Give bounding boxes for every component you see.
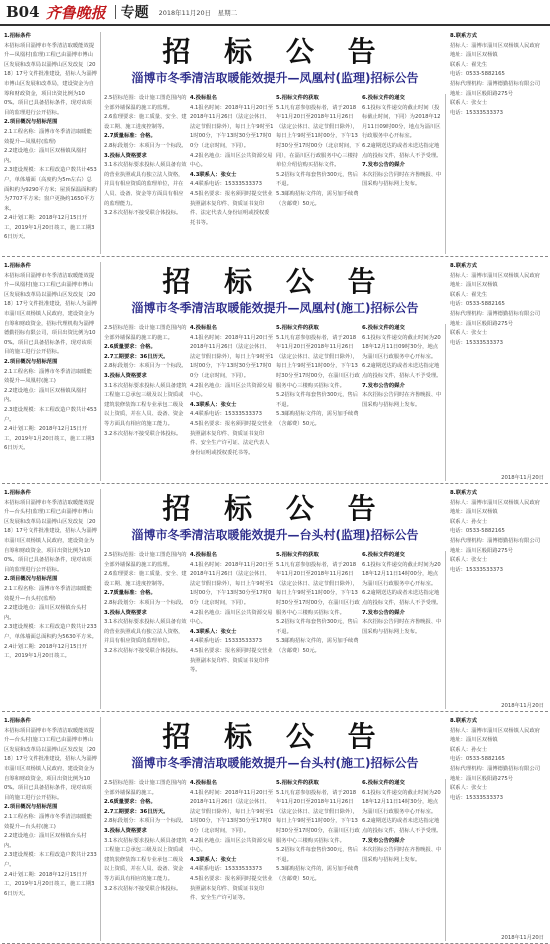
notice-paragraph: 招标人：淄博市淄川区双杨镇人民政府 xyxy=(450,727,541,734)
notice-paragraph: 招标代理机构：淄博德勤招标有限公司 xyxy=(450,80,541,87)
notice-paragraph: 本招标项目淄博市冬季清洁取暖能效提升—台头村(监理)工程已由淄博市博山区发展和改革局以淄博山区发改复〔2018〕17号文件批准建设，招标人为淄博市淄川区双杨镇人民政府，建设资金为自筹和财政资金，项目出资比例为100%。项目已具备招标条件，现对该项目的监理进行公开招标。 xyxy=(4,499,97,573)
notice-paragraph: 6.1投标文件递交的截止时间（投标截止时间，下同）为2018年12月11日09时00分，地点为淄川区行政服务中心开标室。 xyxy=(362,104,441,140)
notice-paragraph: 4.投标报名 xyxy=(190,325,217,331)
notice-column xyxy=(104,779,188,941)
notice-header xyxy=(104,493,446,547)
notice-paragraph: 4.3联系人：张女士 xyxy=(190,171,237,178)
notice-paragraph: 2.3建设规模：本工程改造户数共计233户。 xyxy=(4,852,97,868)
notice-paragraph: 8.联系方式 xyxy=(450,263,477,269)
notice-paragraph: 联系人：翟先生 xyxy=(450,61,488,68)
notice-paragraph: 2.4计划工期：2018年12月15日开工，2019年1月20日竣工，施工工期36日历天。 xyxy=(4,426,95,452)
notice-paragraph: 2.2建设地点：淄川区双杨镇台头村内。 xyxy=(4,605,87,621)
notice-paragraph: 5.3邮购招标文件的，需另加手续费（含邮费）50元。 xyxy=(276,638,359,654)
notice-paragraph: 联系人：张女士 xyxy=(450,557,488,564)
notice-column xyxy=(276,779,360,941)
notice-paragraph: 5.1凡有意参加投标者，请于2018年11月20日至2018年11月26日（法定公休日、法定节假日除外），每日上午9时至11时00分，下午13时30分至17时00分，在淄川区行政服务中心三楼购买招标文件。 xyxy=(276,561,360,616)
notice-paragraph: 本招标项目淄博市冬季清洁取暖能效提升—台头村(施工)工程已由淄博市博山区发展和改革局以淄博山区发改复〔2018〕17号文件批准建设，招标人为淄博市淄川区双杨镇人民政府，建设资金为自筹和财政资金，项目出资比例为100%。项目已具备招标条件，现对该项目的施工进行公开招标。 xyxy=(4,727,97,801)
notice-column xyxy=(362,551,446,709)
notice-paragraph: 7.发布公告的媒介 xyxy=(362,382,405,389)
notice-paragraph: 6.1投标文件递交的截止时间为2018年12月11日14时30分，地点为淄川区行政服务中心开标室。 xyxy=(362,789,441,815)
notice-paragraph: 3.2本次招标不接受联合体投标。 xyxy=(104,430,182,437)
notice-paragraph: 2.5招标范围：设计施工图范围内的全部外墙保温的施工的施工。 xyxy=(104,325,187,341)
notice-title: 招 标 公 告 xyxy=(162,492,388,525)
notice-paragraph: 3.投标人资格要求 xyxy=(104,152,147,159)
notice-paragraph: 6.1投标文件递交的截止时间为2018年12月11日09时30分，地点为淄川区行政服务中心开标室。 xyxy=(362,334,441,360)
notice-paragraph: 2.3建设规模：本工程改造户数共计453户，单体墙面（高度约为5m左右）总面积约为9290平方米；屋顶保温面积约为7707平方米；窗户更换约1650平方米。 xyxy=(4,167,97,212)
issue-date: 2018年11月20日 星期二 xyxy=(158,8,238,17)
notice-paragraph: 联系人：张女士 xyxy=(450,330,488,337)
notice-title: 招 标 公 告 xyxy=(162,35,388,68)
notice-paragraph: 2.6监理要求：施工质量、安全、建设工期、施工进度控制等。 xyxy=(104,114,187,130)
notice-paragraph: 2.项目概况与招标范围 xyxy=(4,119,58,126)
notice-paragraph: 2.4计划工期：2018年12月15日开工，2019年1月20日竣工，施工工期36日历天。 xyxy=(4,215,95,241)
notice-paragraph: 电话：0533-5882165 xyxy=(450,528,505,535)
notice-column xyxy=(450,717,546,941)
notice-paragraph: 3.1本次招标要求投标人须具备建筑工程施工总承包三级及以上资质或建筑装修装饰工程专业承包二级及以上资质，并在人员、设备、资金等方面具有相应的施工能力。 xyxy=(104,382,187,427)
notice-paragraph: 4.5报名要求：报名须同时提交营业执照副本复印件、资质证书复印件、法定代表人身份证明或授权委托书等。 xyxy=(190,190,273,226)
notice-paragraph: 5.2招标文件每套售价300元，售后不退。 xyxy=(276,171,359,188)
notice-paragraph: 4.2报名地点：淄川区公共资源交易中心。 xyxy=(190,382,273,399)
notice-paragraph: 3.2本次招标不接受联合体投标。 xyxy=(104,885,182,892)
notice-paragraph: 6.2逾期送达的或者未送达指定地点的投标文件，招标人不予受理。 xyxy=(362,363,442,379)
notice-paragraph: 电话：0533-5882165 xyxy=(450,301,505,308)
notice-paragraph: 电话：15333533373 xyxy=(450,339,503,346)
notice-paragraph: 5.2招标文件每套售价300元，售后不退。 xyxy=(276,847,359,863)
notice-paragraph: 2.4计划工期：2018年12月15日开工，2019年1月20日竣工，施工工期36日历天。 xyxy=(4,871,95,897)
notice-paragraph: 8.联系方式 xyxy=(450,718,477,724)
notice-paragraph: 1.招标条件 xyxy=(4,263,31,269)
notice-column xyxy=(104,94,188,254)
notice-column xyxy=(362,94,446,254)
notice-paragraph: 招标人：淄博市淄川区双杨镇人民政府 xyxy=(450,42,541,49)
notice-column xyxy=(276,94,360,254)
notice-column xyxy=(362,324,446,481)
notice-subtitle: 淄博市冬季清洁取暖能效提升—台头村(施工)招标公告 xyxy=(131,756,419,770)
notice-paragraph: 4.5报名要求：报名须同时提交营业执照副本复印件、资质证书复印件、安全生产许可证、法定代表人身份证明或授权委托书等。 xyxy=(190,420,273,456)
notice-paragraph: 2.8标段划分：本项目为一个标段。 xyxy=(104,142,187,149)
page-number: B04 xyxy=(6,3,40,21)
notice-paragraph: 地址：淄川区般阳路275号 xyxy=(450,320,514,327)
notice-paragraph: 8.联系方式 xyxy=(450,490,477,496)
notice-paragraph: 地址：淄川区双杨镇 xyxy=(450,737,498,744)
notice-paragraph: 5.2招标文件每套售价300元，售后不退。 xyxy=(276,392,359,408)
notice-paragraph: 地址：淄川区双杨镇 xyxy=(450,52,498,59)
notice-paragraph: 联系人：张女士 xyxy=(450,100,488,107)
notice-paragraph: 2.1工程名称：淄博市冬季清洁取暖能效提升—台头村(施工) xyxy=(4,813,92,830)
notice-paragraph: 4.1报名时间：2018年11月20日至2018年11月26日（法定公休日、法定节假日除外），每日上午9时至11时00分，下午13时30分至17时00分（北京时间，下同）。 xyxy=(190,561,274,606)
notice-paragraph: 地址：淄川区般阳路275号 xyxy=(450,547,514,554)
tender-notice xyxy=(2,30,548,257)
notice-paragraph: 地址：淄川区般阳路275号 xyxy=(450,775,514,782)
notice-paragraph: 2.3建设规模：本工程改造户数共计453户。 xyxy=(4,406,97,423)
notice-paragraph: 2.8标段划分：本项目为一个标段。 xyxy=(104,599,187,606)
notice-paragraph: 6.投标文件的递交 xyxy=(362,552,405,558)
notice-column xyxy=(4,717,101,941)
notice-paragraph: 7.发布公告的媒介 xyxy=(362,162,405,169)
notice-paragraph: 3.1本次招标要求投标人须具备有效的营业执照或具有独立法人资格，并具有相应资质的监理单位。 xyxy=(104,619,187,645)
notice-paragraph: 4.投标报名 xyxy=(190,95,217,101)
notice-date: 2018年11月20日 xyxy=(501,935,544,941)
notice-paragraph: 4.1报名时间：2018年11月20日至2018年11月26日（法定公休日、法定节假日除外），每日上午9时至11时00分，下午13时30分至17时00分（北京时间，下同）。 xyxy=(190,789,274,834)
notice-paragraph: 5.1凡有意参加投标者，请于2018年11月20日至2018年11月26日（法定公休日、法定节假日除外），每日上午9时至11时00分，下午13时30分至17时00分，在淄川区行政服务中心三楼购买招标文件。 xyxy=(276,789,360,844)
notice-date: 2018年11月20日 xyxy=(501,475,544,481)
notice-paragraph: 地址：淄川区双杨镇 xyxy=(450,282,498,289)
notice-paragraph: 4.5报名要求：报名须同时提交营业执照副本复印件、资质证书复印件等。 xyxy=(190,647,273,674)
masthead xyxy=(0,0,550,26)
notice-paragraph: 2.3建设规模：本工程改造户数共计233户，单体墙面总面积约为5630平方米。 xyxy=(4,624,97,640)
notice-paragraph: 2.7工期要求：36日历天。 xyxy=(104,808,169,815)
notice-column xyxy=(276,551,360,709)
notice-paragraph: 6.2逾期送达的或者未送达指定地点的投标文件，招标人不予受理。 xyxy=(362,818,442,834)
notice-paragraph: 6.2逾期送达的或者未送达指定地点的投标文件，招标人不予受理。 xyxy=(362,590,442,606)
notice-paragraph: 招标代理机构：淄博德勤招标有限公司 xyxy=(450,537,541,544)
notice-paragraph: 联系人：孙女士 xyxy=(450,746,488,753)
notice-header xyxy=(104,266,446,320)
notice-paragraph: 2.6监理要求：施工质量、安全、建设工期、施工进度控制等。 xyxy=(104,571,187,587)
divider xyxy=(115,5,116,19)
notice-paragraph: 2.6质量要求：合格。 xyxy=(104,344,156,351)
notice-paragraph: 电话：15333533373 xyxy=(450,566,503,573)
newspaper-logo: 齐鲁晚报 xyxy=(45,3,106,22)
notice-paragraph: 5.3邮购招标文件的，需另加手续费（含邮费）50元。 xyxy=(276,411,359,427)
notice-paragraph: 本招标项目淄博市冬季清洁取暖能效提升—凤凰村(施工)工程已由淄博市博山区发展和改革局以淄博山区发改复〔2018〕17号文件批准建设，招标人为淄博市淄川区双杨镇人民政府，建设资金为自筹和财政资金，招标代理机构为淄博德勤招标有限公司，项目出资比例为100%。项目已具备招标条件，现对该项目的施工进行公开招标。 xyxy=(4,272,97,356)
notice-paragraph: 2.5招标范围：设计施工图范围内的全部外墙保温的施工的监理。 xyxy=(104,552,187,568)
notice-paragraph: 2.1工程名称：淄博市冬季清洁取暖能效提升—凤凰村(施工) xyxy=(4,368,92,385)
notice-column xyxy=(4,262,101,481)
notice-paragraph: 3.2本次招标不接受联合体投标。 xyxy=(104,647,182,654)
notice-paragraph: 招标代理机构：淄博德勤招标有限公司 xyxy=(450,310,541,317)
notice-paragraph: 2.2建设地点：淄川区双杨镇台头村内。 xyxy=(4,833,87,849)
notice-column xyxy=(190,324,274,481)
notice-paragraph: 招标代理机构：淄博德勤招标有限公司 xyxy=(450,765,541,772)
notice-title: 招 标 公 告 xyxy=(162,265,388,298)
notice-paragraph: 5.3邮购招标文件的，需另加手续费（含邮费）50元。 xyxy=(276,190,359,207)
notice-paragraph: 5.2招标文件每套售价300元，售后不退。 xyxy=(276,619,359,635)
notice-column xyxy=(4,489,101,709)
notice-paragraph: 3.投标人资格要求 xyxy=(104,372,147,379)
tender-notice xyxy=(2,715,548,944)
notice-paragraph: 3.1本次招标要求投标人须具备有效的营业执照或具有独立法人资格，并具有相应资质的监理单位，并在人员、设备、资金等方面具有相应的监理能力。 xyxy=(104,162,187,207)
notice-paragraph: 2.项目概况与招标范围 xyxy=(4,358,58,365)
notice-column xyxy=(450,32,546,254)
notice-paragraph: 6.2逾期送达的或者未送达指定地点的投标文件，招标人不予受理。 xyxy=(362,142,442,159)
notice-paragraph: 4.2报名地点：淄川区公共资源交易中心。 xyxy=(190,609,273,626)
notice-paragraph: 2.7质量标准：合格。 xyxy=(104,590,156,597)
notice-paragraph: 电话：0533-5882165 xyxy=(450,71,505,78)
notice-paragraph: 本次招标公告同时在齐鲁晚报、中国采购与招标网上发布。 xyxy=(362,171,442,188)
notice-paragraph: 4.3联系人：张女士 xyxy=(190,628,237,635)
notice-paragraph: 本次招标公告同时在齐鲁晚报、中国采购与招标网上发布。 xyxy=(362,392,442,408)
notice-paragraph: 4.1报名时间：2018年11月20日至2018年11月26日（法定公休日、法定节假日除外），每日上午9时至11时00分，下午13时30分至17时00分（北京时间，下同）。 xyxy=(190,334,274,379)
notice-paragraph: 招标人：淄博市淄川区双杨镇人民政府 xyxy=(450,272,541,279)
notice-paragraph: 4.3联系人：张女士 xyxy=(190,856,237,863)
notice-paragraph: 4.5报名要求：报名须同时提交营业执照副本复印件、资质证书复印件、安全生产许可证等。 xyxy=(190,875,273,902)
notice-paragraph: 本次招标公告同时在齐鲁晚报、中国采购与招标网上发布。 xyxy=(362,619,442,635)
notice-paragraph: 2.8标段划分：本项目为一个标段。 xyxy=(104,818,187,825)
notice-paragraph: 5.1凡有意参加投标者，请于2018年11月20日至2018年11月26日（法定公休日、法定节假日除外），每日上午9时至11时00分，下午13时30分至17时00分（北京时间，下同），在淄川区行政服务中心三楼持单位介绍信购买招标文件。 xyxy=(276,104,360,169)
notice-paragraph: 3.2本次招标不接受联合体投标。 xyxy=(104,210,182,217)
notice-paragraph: 4.4联系电话：15333533373 xyxy=(190,411,262,418)
notice-paragraph: 地址：淄川区双杨镇 xyxy=(450,509,498,516)
notice-paragraph: 4.2报名地点：淄川区公共资源交易中心。 xyxy=(190,152,273,169)
notice-paragraph: 2.7质量标准：合格。 xyxy=(104,133,156,140)
notice-header xyxy=(104,721,446,775)
notice-paragraph: 2.6质量要求：合格。 xyxy=(104,799,156,806)
notice-paragraph: 1.招标条件 xyxy=(4,33,31,39)
notice-paragraph: 2.5招标范围：设计施工图范围内的全部外墙保温的施工的监理。 xyxy=(104,95,187,111)
notice-paragraph: 2.5招标范围：设计施工图范围内的全部外墙保温的施工。 xyxy=(104,780,187,796)
notice-header xyxy=(104,36,446,90)
notice-paragraph: 1.招标条件 xyxy=(4,718,31,724)
notice-column xyxy=(4,32,101,254)
notice-paragraph: 3.1本次招标要求投标人须具备建筑工程施工总承包三级及以上资质或建筑装修装饰工程专业承包二级及以上资质，并在人员、设备、资金等方面具有相应的施工能力。 xyxy=(104,837,187,882)
notice-paragraph: 6.投标文件的递交 xyxy=(362,325,405,331)
notice-paragraph: 2.4计划工期：2018年12月15日开工，2019年1月20日竣工。 xyxy=(4,643,88,660)
notice-paragraph: 3.投标人资格要求 xyxy=(104,827,147,834)
notice-paragraph: 6.1投标文件递交的截止时间为2018年12月11日14时00分，地点为淄川区行政服务中心开标室。 xyxy=(362,561,441,587)
notice-paragraph: 2.7工期要求：36日历天。 xyxy=(104,353,169,360)
notice-subtitle: 淄博市冬季清洁取暖能效提升—台头村(监理)招标公告 xyxy=(131,528,419,542)
notice-paragraph: 2.项目概况与招标范围 xyxy=(4,804,58,811)
notice-paragraph: 联系人：翟先生 xyxy=(450,291,488,298)
notice-paragraph: 2.1工程名称：淄博市冬季清洁取暖能效提升—台头村(监理) xyxy=(4,585,92,602)
notice-paragraph: 2.2建设地点：淄川区双杨镇凤凰村内。 xyxy=(4,387,87,404)
section-title: 专题 xyxy=(120,5,149,21)
notice-paragraph: 5.3邮购招标文件的，需另加手续费（含邮费）50元。 xyxy=(276,866,359,882)
notice-paragraph: 本招标项目淄博市冬季清洁取暖能效提升—凤凰村(监理)工程已由淄博市博山区发展和改革局以淄博山区发改复〔2018〕17号文件批准建设，招标人为淄博市博山区发展和改革局，建设资金为自筹和财政资金，项目出资比例为100%。项目已具备招标条件，现对该项目的监理进行公开招标。 xyxy=(4,42,97,116)
notice-paragraph: 电话：15333533373 xyxy=(450,109,503,116)
notice-column xyxy=(190,551,274,709)
notice-paragraph: 5.1凡有意参加投标者，请于2018年11月20日至2018年11月26日（法定公休日、法定节假日除外），每日上午9时至11时00分，下午13时30分至17时00分，在淄川区行政服务中心三楼购买招标文件。 xyxy=(276,334,360,389)
notice-column xyxy=(362,779,446,941)
notice-paragraph: 2.项目概况与招标范围 xyxy=(4,576,58,583)
notice-paragraph: 5.招标文件的获取 xyxy=(276,552,319,558)
notice-subtitle: 淄博市冬季清洁取暖能效提升—凤凰村(施工)招标公告 xyxy=(131,301,419,315)
notice-paragraph: 联系人：孙女士 xyxy=(450,518,488,525)
notice-column xyxy=(450,489,546,709)
notice-paragraph: 5.招标文件的获取 xyxy=(276,325,319,331)
notice-paragraph: 4.1报名时间：2018年11月20日至2018年11月26日（法定公休日、法定节假日除外），每日上午9时至11时00分，下午13时30分至17时00分（北京时间，下同）。 xyxy=(190,104,274,149)
notice-column xyxy=(450,262,546,481)
notice-paragraph: 5.招标文件的获取 xyxy=(276,780,319,786)
notice-paragraph: 地址：淄川区般阳路275号 xyxy=(450,90,514,97)
notice-paragraph: 4.4联系电话：15333533373 xyxy=(190,181,262,188)
notice-paragraph: 6.投标文件的递交 xyxy=(362,95,405,101)
notice-paragraph: 2.2建设地点：淄川区双杨镇凤凰村内。 xyxy=(4,148,87,164)
notice-paragraph: 2.1工程名称：淄博市冬季清洁取暖能效提升—凤凰村(监理) xyxy=(4,128,92,145)
notice-date: 2018年11月20日 xyxy=(501,703,544,709)
notice-paragraph: 4.4联系电话：15333533373 xyxy=(190,866,262,873)
notice-paragraph: 6.投标文件的递交 xyxy=(362,780,405,786)
notice-paragraph: 4.4联系电话：15333533373 xyxy=(190,638,262,645)
notice-paragraph: 本次招标公告同时在齐鲁晚报、中国采购与招标网上发布。 xyxy=(362,847,442,863)
notice-column xyxy=(190,779,274,941)
notice-column xyxy=(104,324,188,481)
notice-paragraph: 电话：15333533373 xyxy=(450,794,503,801)
notice-paragraph: 电话：0533-5882165 xyxy=(450,756,505,763)
notice-title: 招 标 公 告 xyxy=(162,720,388,753)
notice-column xyxy=(190,94,274,254)
notice-paragraph: 5.招标文件的获取 xyxy=(276,95,319,101)
notice-paragraph: 1.招标条件 xyxy=(4,490,31,496)
notice-paragraph: 4.3联系人：张女士 xyxy=(190,401,237,408)
notice-paragraph: 招标人：淄博市淄川区双杨镇人民政府 xyxy=(450,499,541,506)
notice-paragraph: 7.发布公告的媒介 xyxy=(362,609,405,616)
notice-subtitle: 淄博市冬季清洁取暖能效提升—凤凰村(监理)招标公告 xyxy=(131,71,419,85)
notice-paragraph: 联系人：张女士 xyxy=(450,785,488,792)
notice-paragraph: 4.2报名地点：淄川区公共资源交易中心。 xyxy=(190,837,273,854)
notice-paragraph: 8.联系方式 xyxy=(450,33,477,39)
notice-paragraph: 7.发布公告的媒介 xyxy=(362,837,405,844)
notice-column xyxy=(104,551,188,709)
notice-column xyxy=(276,324,360,481)
notice-paragraph: 2.8标段划分：本项目为一个标段。 xyxy=(104,363,187,370)
notice-paragraph: 3.投标人资格要求 xyxy=(104,609,147,616)
tender-notice xyxy=(2,260,548,484)
tender-notice xyxy=(2,487,548,712)
notice-paragraph: 4.投标报名 xyxy=(190,780,217,786)
notice-paragraph: 4.投标报名 xyxy=(190,552,217,558)
